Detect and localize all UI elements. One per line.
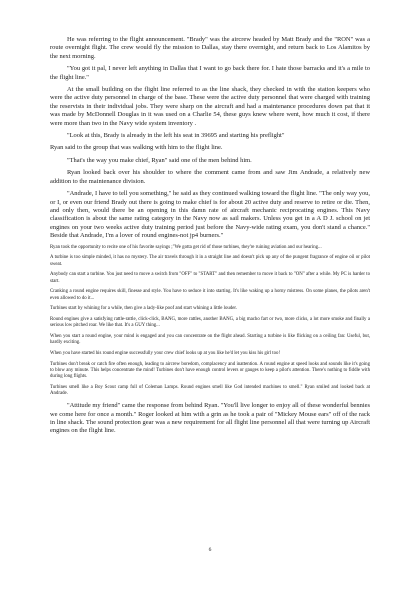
body-paragraph: Ryan said to the group that was walking with him to the flight line. bbox=[50, 144, 223, 152]
body-text bbox=[50, 36, 370, 436]
body-paragraph: Ryan looked back over his shoulder to where the comment came from and saw Jim Andrade, a relatively new addition to the maintenance division. bbox=[50, 169, 370, 185]
quote-paragraph: When you have started his round engine successfully your crew chief looks up at you like he'd let you kiss his girl too! bbox=[50, 351, 281, 357]
quote-paragraph: Cranking a round engine requires skill, finesse and style. You have to seduce it into starting. It's like waking up a horny mistress. On some planes, the pilots aren't even allowed to do it... bbox=[50, 289, 370, 301]
body-paragraph: "That's the way you make chief, Ryan" said one of the men behind him. bbox=[67, 156, 252, 164]
quote-paragraph: When you start a round engine, your mind is engaged and you can concentrate on the flight ahead. Starting a turbine is like flicking on a ceiling fan: Useful, but, hardly exciting. bbox=[50, 334, 370, 346]
body-paragraph: "Andrade, I have to tell you something," he said as they continued walking toward the flight line. "The only way you, or I, or even our friend Brady out there is going to make chief is for about 20 active duty and reserve to retire or die. Then, and only then, would there be an opening in this damn rate of aircraft mechanic reciprocating engines. This Navy classification is about the same rating category in the Navy now as sail makers. Unless you get in a A D J. school on jet engines on your two weeks active duty training period just before the Navy-wide rating exam, you don't stand a chance." Beside that Andrade, I'm a lover of round engines-not jp4 burners." bbox=[50, 190, 370, 240]
quote-paragraph: Turbines smell like a Boy Scout camp full of Coleman Lamps. Round engines smell like God intended machines to smell." Ryan smiled and looked back at Andrade. bbox=[50, 385, 370, 397]
quote-paragraph: Anybody can start a turbine. You just need to move a switch from "OFF" to "START" and then remember to move it back to "ON" after a while. My PC is harder to start. bbox=[50, 272, 370, 284]
page-number: 6 bbox=[208, 547, 212, 553]
quote-paragraph: Turbines start by whining for a while, then give a lady-like poof and start whining a little louder. bbox=[50, 306, 237, 312]
body-paragraph: At the small building on the flight line referred to as the line shack, they checked in with the station keepers who were the active duty personnel in charge of the base. These were the active duty personnel that were charged with training the reservists in their individual jobs. They were sharp on the aircraft and had a maintenance procedures down pat that it was made by McDonnell Douglas in it was used on a Charlie 54, these guys knew where went, how much it cost, if there were more than two in the Navy wide system inventory . bbox=[50, 86, 370, 127]
quote-paragraph: A turbine is too simple minded, it has no mystery. The air travels through it in a straight line and doesn't pick up any of the pungent fragrance of engine oil or pilot sweat. bbox=[50, 255, 370, 267]
body-paragraph: "Look at this, Brady is already in the left his seat in 39695 and starting his preflight" bbox=[67, 132, 285, 140]
body-paragraph: "Attitude my friend" came the response from behind Ryan. "You'll live longer to enjoy all of these wonderful bennies we come here for once a month." Roger looked at him with a grin as he took a pair of "Mickey Mouse ears" off of the rack in line shack. The sound protection gear was a new requirement for all flight line personnel all that were turning up Aircraft engines on the flight line. bbox=[50, 402, 370, 435]
quote-paragraph: Round engines give a satisfying rattle-rattle, click-click, BANG, more rattles, another BANG, a big macho fart or two, more clicks, a lot more smoke and finally a serious low pitched roar. We like that. It's a GUY thing... bbox=[50, 317, 370, 329]
quote-paragraph: Ryan took the opportunity to recite one of his favorite sayings ;"We gotta get rid of those turbines, they're ruining aviation and our hearing... bbox=[50, 244, 322, 250]
quote-paragraph: Turbines don't break or catch fire often enough, leading to aircrew boredom, complacency and inattention. A round engine at speed looks and sounds like it's going to blow any minute. This helps concentrate the mind! Turbines don't have enough control levers or gauges to keep a pilot's attention. There's nothing to fiddle with during long flights. bbox=[50, 361, 370, 380]
body-paragraph: He was referring to the flight announcement. "Brady" was the aircrew headed by Matt Brady and the "RON" was a route overnight flight. The crew would fly the mission to Dallas, stay there overnight, and return back to Los Alamitos by the next morning. bbox=[50, 36, 370, 60]
body-paragraph: "You got it pal, I never left anything in Dallas that I want to go back there for. I hate those barracks and it's a mile to the flight line." bbox=[50, 65, 370, 81]
